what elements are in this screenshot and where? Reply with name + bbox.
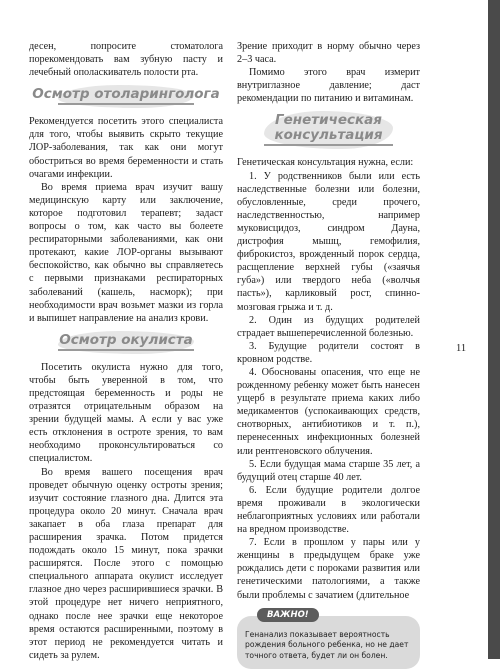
section-heading-genetic-consultation: Генетическая консультация (237, 113, 420, 146)
right-paragraph-3: Генетическая консультация нужна, если: (237, 157, 414, 169)
left-paragraph-1: десен, попросите стоматолога порекомендовать вам зубную пасту и лечебный ополаскиватель полости рта. (29, 41, 223, 79)
section-heading-otolaryngologist: Осмотр отоларинголога (29, 87, 223, 105)
left-paragraph-3: Во время приема врач изучит вашу медицинскую карту или заключение, которое подготовил терапевт; задаст вопросы о том, как часто вы болеете респираторными заболеваниями, как они протекают, какие ЛОР-органы вызывают беспокойство, как обычно вы справляетесь с первыми признаками респираторных заболеваний (кашель, насморк); при необходимости врач возьмет мазки из горла и выпишет направление на анализ крови. (29, 181, 223, 324)
list-item-4: 4. Обоснованы опасения, что еще не рожденному ребенку может быть нанесен ущерб в результате приема каких либо медикаментов (успокаивающих средств, снотворных, антибиотиков и т. п.), перенесенных инфекционных болезней или рентгеновского облучения. (237, 366, 420, 457)
left-paragraph-4: Посетить окулиста нужно для того, чтобы быть уверенной в том, что предстоящая беременность и роды не отразятся отрицательным образом на зрении будущей мамы. А если у вас уже есть отклонения в остроте зрения, то вам необходимо проконсультироваться со специалистом. (29, 361, 223, 465)
page-number: 11 (456, 343, 467, 354)
right-paragraph-2: Помимо этого врач измерит внутриглазное давление; даст рекомендации по питанию и витаминам. (237, 67, 420, 105)
page-edge-bar (488, 0, 500, 659)
list-item-5: 5. Если будущая мама старше 35 лет, а будущий отец старше 40 лет. (237, 458, 420, 483)
important-text: Генанализ показывает вероятность рождения больного ребенка, но не дает точного ответа, будет ли он болен. (245, 629, 409, 660)
list-item-3: 3. Будущие родители состоят в кровном родстве. (237, 340, 420, 365)
list-item-6: 6. Если будущие родители долгое время проживали в экологически неблагоприятных условиях или работали на вредном производстве. (237, 484, 420, 536)
list-item-2: 2. Один из будущих родителей страдает вышеперечисленной болезнью. (237, 314, 420, 339)
left-column (29, 40, 223, 662)
list-item-7: 7. Если в прошлом у пары или у женщины в предыдущем браке уже рождались дети с пороками развития или генетическими патологиями, а также были проблемы с зачатием (длительное (237, 537, 420, 601)
left-paragraph-5: Во время вашего посещения врач проведет обычную оценку остроты зрения; изучит состояние глазного дна. Длится эта процедура около 20 минут. Сначала врач закапает в оба глаза препарат для расширения зрачка. Потом придется подождать около 15 минут, пока зрачки расширятся. После этого с помощью специального аппарата окулист исследует глазное дно через расширившиеся зрачки. В этой процедуре нет ничего неприятного, однако после нее зрачки еще некоторое время остаются расширенными, поэтому в этот период не рекомендуется читать и сидеть за рулем. (29, 466, 223, 661)
right-paragraph-1: Зрение приходит в норму обычно через 2–3 часа. (237, 41, 420, 66)
right-column (237, 40, 420, 669)
section-heading-oculist: Осмотр окулиста (29, 333, 223, 351)
left-paragraph-2: Рекомендуется посетить этого специалиста для того, чтобы выявить скрыто текущие ЛОР-заболевания, так как они могут обостриться во время беременности и стать очагами инфекции. (29, 116, 223, 180)
important-badge: ВАЖНО! (257, 608, 319, 623)
list-item-1: 1. У родственников были или есть наследственные болезни или болезни, обусловленные, среди прочего, наследственностью, например муковисцидоз, синдром Дауна, дистрофия мышц, гемофилия, фиброкистоз, врожденный порок сердца, расщепление верхней губы («заячья губа») или твердого неба («волчья пасть»), карликовый рост, спинно-мозговая грыжа и т. д. (237, 170, 420, 313)
important-callout (237, 609, 420, 669)
